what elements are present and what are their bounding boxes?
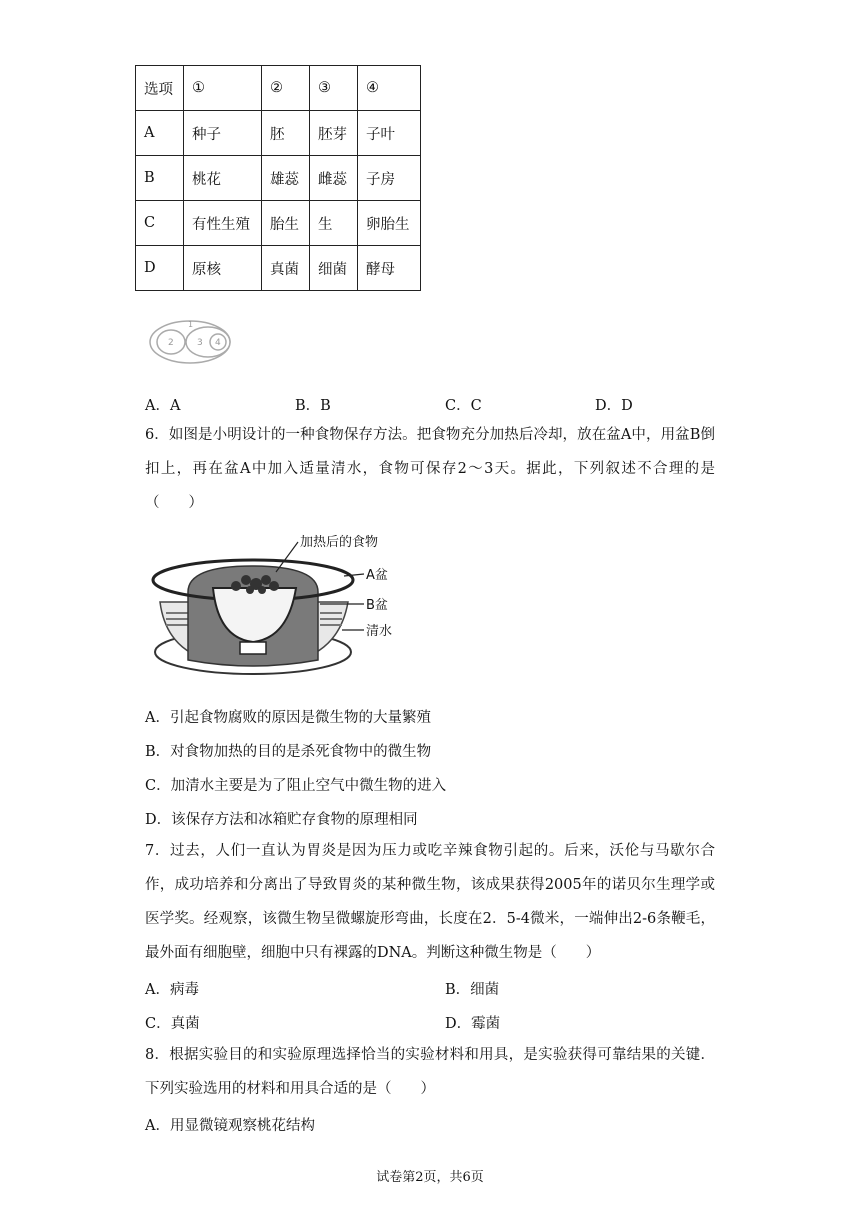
venn-label-2: 2 [168,338,174,348]
q7-option-a: A．病毒 [145,982,199,998]
table-cell: 胚芽 [310,111,358,156]
table-cell: 种子 [184,111,262,156]
q7-option-c: C．真菌 [145,1016,200,1032]
q8-option-a: A．用显微镜观察桃花结构 [145,1118,315,1134]
table-row [136,246,421,291]
table-cell: 有性生殖 [184,201,262,246]
table-header-cell: ① [184,66,262,111]
table-row [136,201,421,246]
table-cell: 子叶 [358,111,421,156]
q5-option-c: C．C [445,398,482,414]
q5-option-d: D．D [595,398,633,414]
table-cell: 雌蕊 [310,156,358,201]
q5-option-b: B．B [295,398,331,414]
venn-label-3: 3 [197,338,203,348]
figure-label-basin-a: A盆 [366,568,388,583]
table-cell: 子房 [358,156,421,201]
table-cell: 真菌 [262,246,310,291]
figure-label-water: 清水 [366,624,393,639]
table-cell: 酵母 [358,246,421,291]
table-cell: 胚 [262,111,310,156]
table-row [136,156,421,201]
q7-stem: 7．过去，人们一直认为胃炎是因为压力或吃辛辣食物引起的。后来，沃伦与马歇尔合作，成功培养和分离出了导致胃炎的某种微生物，该成果获得2005年的诺贝尔生理学或医学奖。经观察，该微生物呈微螺旋形弯曲，长度在2．5-4微米，一端伸出2-6条鞭毛，最外面有细胞壁，细胞中只有裸露的DNA。判断这种微生物是（ ） [145,843,715,961]
table-header-cell: ④ [358,66,421,111]
table-cell: A [136,111,184,156]
q7-option-b: B．细菌 [445,982,500,998]
table-header-cell: ② [262,66,310,111]
table-row [136,111,421,156]
page-footer: 试卷第2页，共6页 [376,1170,484,1185]
table-cell: B [136,156,184,201]
table-cell: 生 [310,201,358,246]
table-cell: 雄蕊 [262,156,310,201]
venn-diagram [148,316,238,366]
food-preservation-figure [148,530,408,685]
q8-stem: 8．根据实验目的和实验原理选择恰当的实验材料和用具，是实验获得可靠结果的关键．下列实验选用的材料和用具合适的是（ ） [145,1047,715,1097]
venn-label-4: 4 [215,338,221,348]
table-cell: 胎生 [262,201,310,246]
table-cell: 细菌 [310,246,358,291]
q6-option-d: D．该保存方法和冰箱贮存食物的原理相同 [145,812,418,828]
q7-option-d: D．霉菌 [445,1016,501,1032]
venn-label-1: 1 [188,320,194,329]
q6-option-b: B．对食物加热的目的是杀死食物中的微生物 [145,744,432,760]
table-header-cell: ③ [310,66,358,111]
table-cell: 卵胎生 [358,201,421,246]
q6-option-a: A．引起食物腐败的原因是微生物的大量繁殖 [145,710,431,726]
table-cell: 原核 [184,246,262,291]
q6-stem: 6．如图是小明设计的一种食物保存方法。把食物充分加热后冷却，放在盆A中，用盆B倒扣上，再在盆A中加入适量清水，食物可保存2～3天。据此，下列叙述不合理的是（ ） [145,427,715,511]
figure-label-food: 加热后的食物 [300,535,379,550]
figure-label-basin-b: B盆 [366,598,388,613]
q6-option-c: C．加清水主要是为了阻止空气中微生物的进入 [145,778,447,794]
q5-option-a: A．A [145,398,181,414]
table-header-row [136,66,421,111]
table-cell: C [136,201,184,246]
options-table [135,65,421,291]
table-cell: D [136,246,184,291]
table-header-cell: 选项 [136,66,184,111]
table-cell: 桃花 [184,156,262,201]
